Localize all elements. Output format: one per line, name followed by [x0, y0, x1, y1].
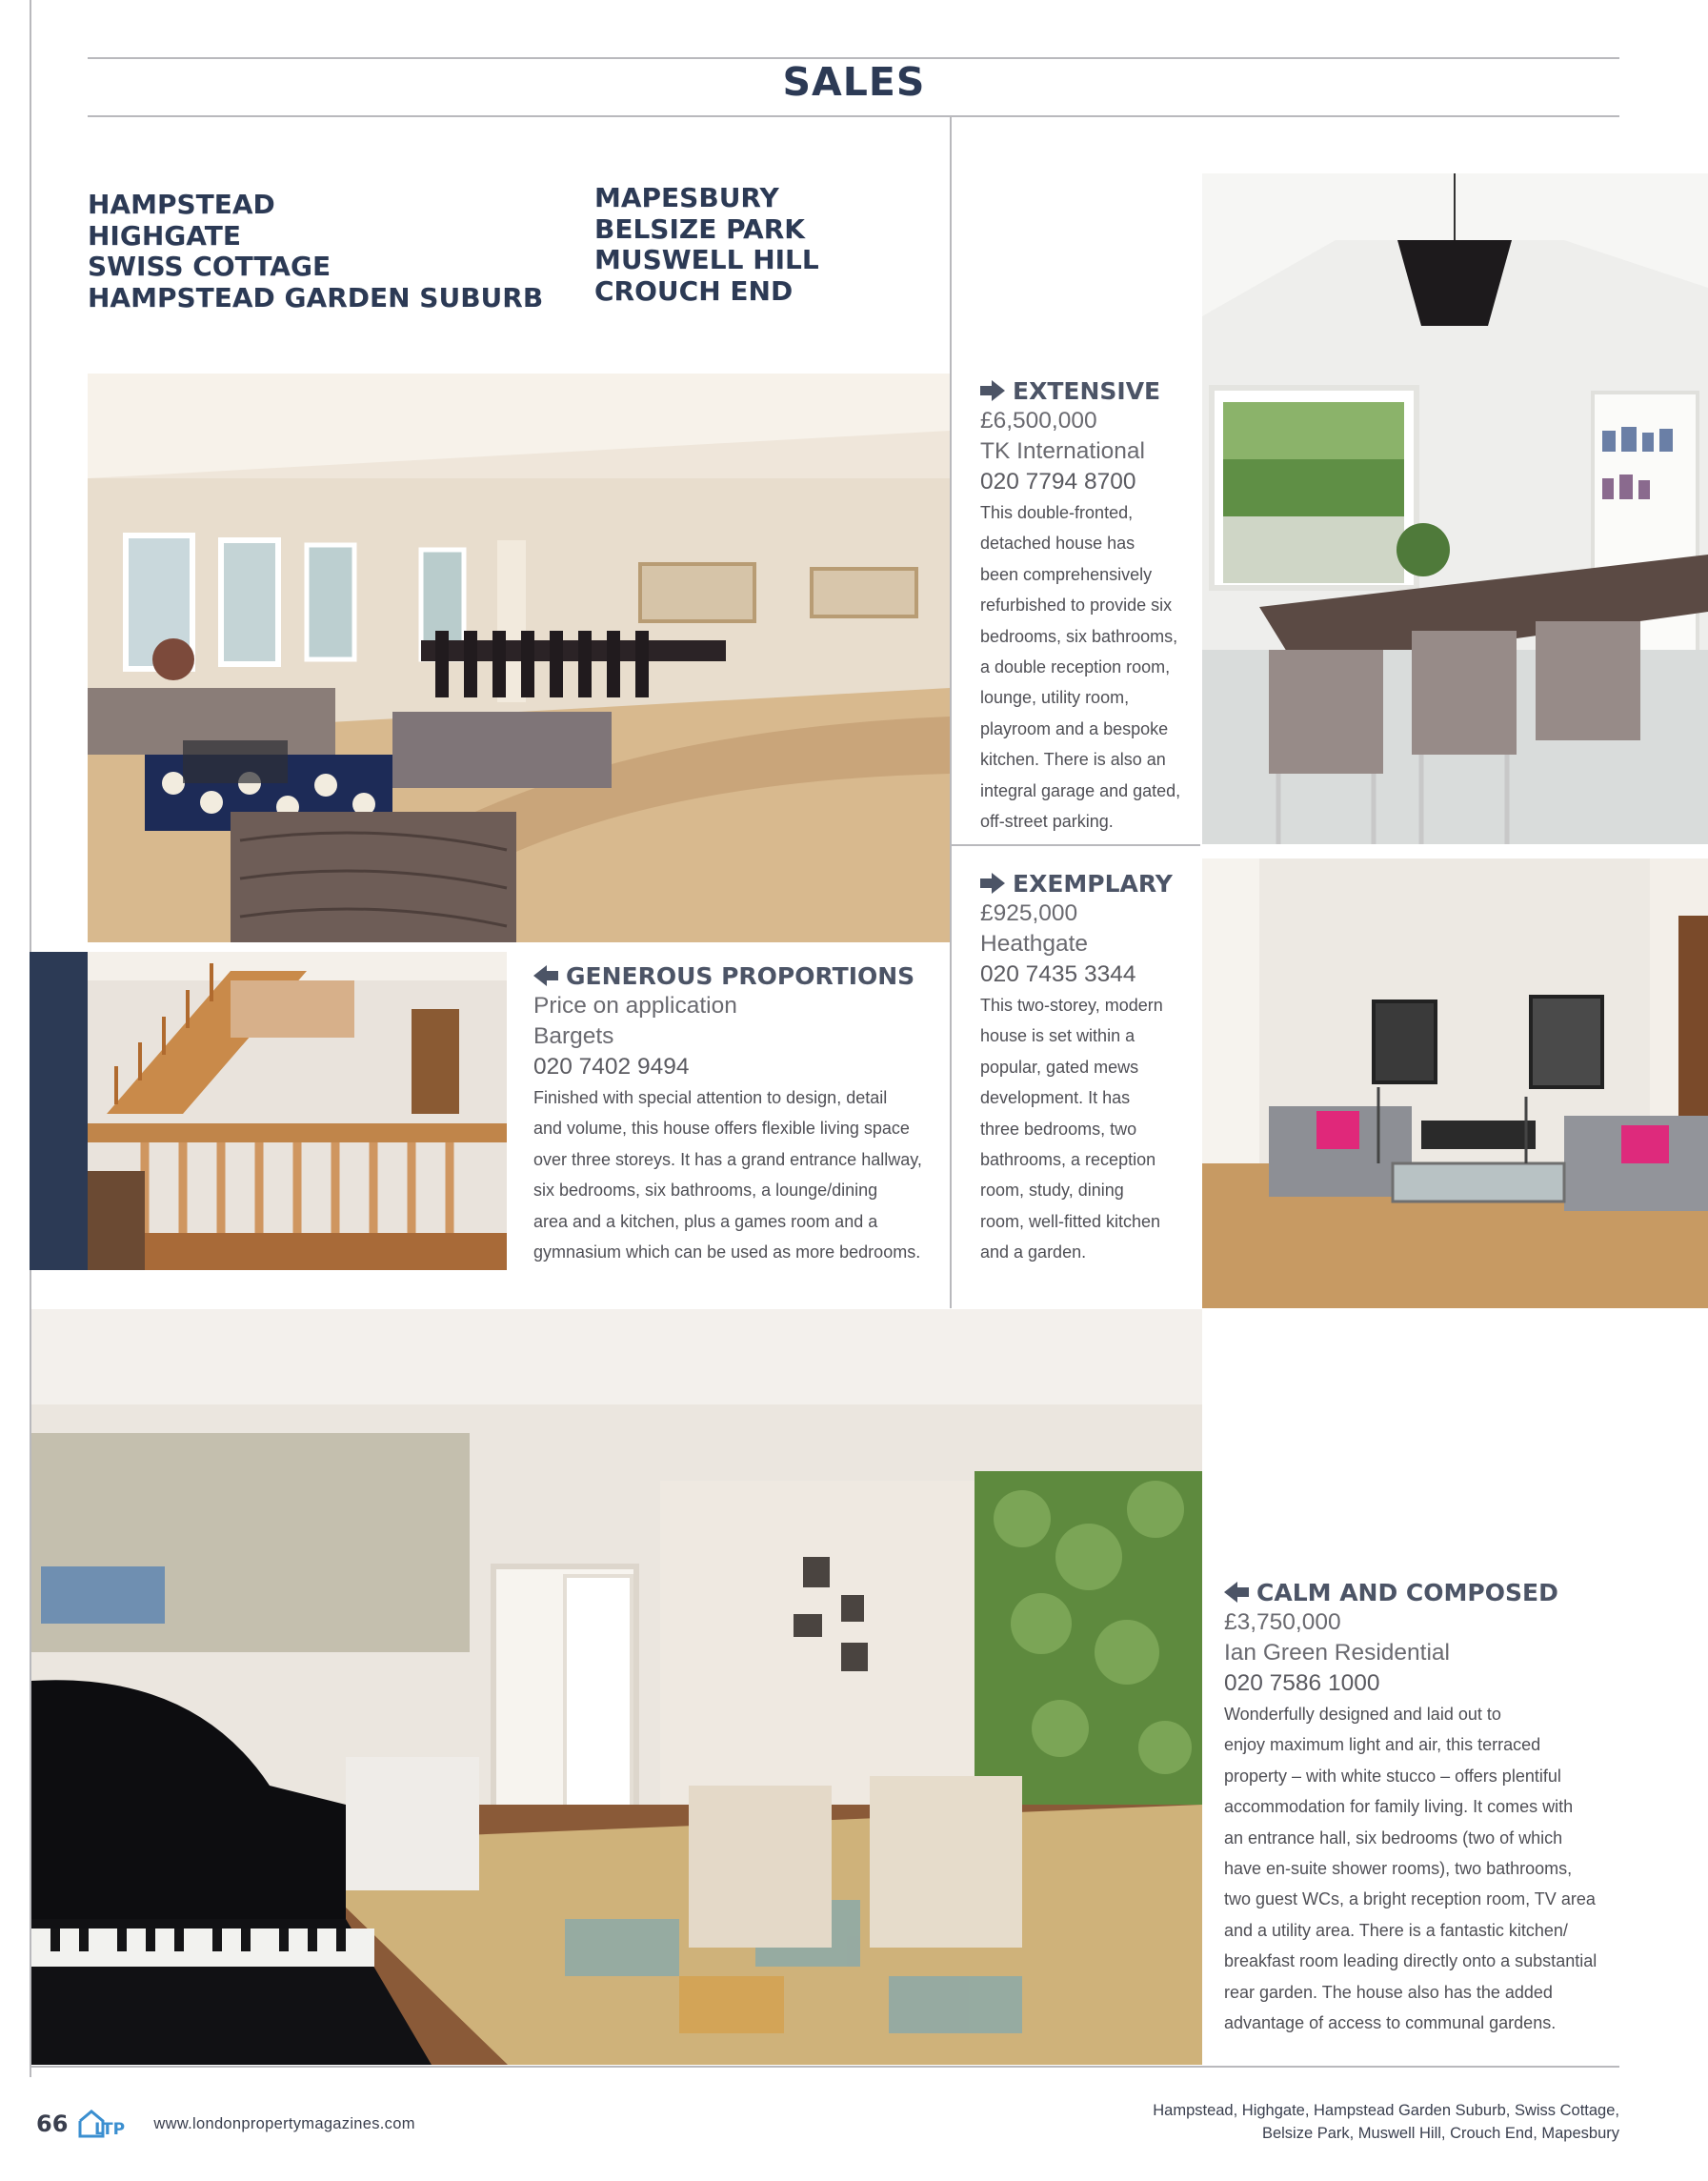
- listing-description: [980, 990, 1195, 1268]
- description-line: a double reception room,: [980, 657, 1171, 677]
- description-line: three bedrooms, two: [980, 1119, 1137, 1139]
- description-line: Finished with special attention to design, detail: [533, 1088, 888, 1107]
- area-item: SWISS COTTAGE: [88, 251, 332, 282]
- description-line: area and a kitchen, plus a games room and a: [533, 1211, 878, 1231]
- description-line: six bedrooms, six bathrooms, a lounge/dining: [533, 1181, 878, 1201]
- listing-heading-text: EXTENSIVE: [1013, 376, 1161, 405]
- right-arrow-icon: [980, 873, 1005, 894]
- description-line: breakfast room leading directly onto a substantial: [1224, 1951, 1597, 1971]
- description-line: been comprehensively: [980, 564, 1153, 584]
- description-line: room, study, dining: [980, 1181, 1124, 1201]
- footer-areas-line: Belsize Park, Muswell Hill, Crouch End, Mapesbury: [1261, 2125, 1619, 2142]
- listing-description: [1224, 1699, 1624, 2038]
- description-line: advantage of access to communal gardens.: [1224, 2013, 1557, 2033]
- listing-price: £925,000: [980, 900, 1078, 926]
- ltp-logo: [77, 2108, 144, 2140]
- description-line: refurbished to provide six: [980, 596, 1173, 616]
- footer-areas: [1153, 2099, 1619, 2145]
- description-line: Wonderfully designed and laid out to: [1224, 1705, 1501, 1724]
- footer-left: [36, 2108, 415, 2140]
- description-line: popular, gated mews: [980, 1057, 1139, 1077]
- listing-description: [533, 1082, 948, 1267]
- listing-phone: 020 7794 8700: [980, 469, 1136, 495]
- listing-phone: 020 7435 3344: [980, 961, 1136, 987]
- listing-price: Price on application: [533, 993, 737, 1019]
- logo-text: LTP: [94, 2120, 126, 2139]
- area-item: HAMPSTEAD GARDEN SUBURB: [88, 281, 544, 313]
- website-link[interactable]: www.londonpropertymagazines.com: [153, 2114, 415, 2132]
- area-item: CROUCH END: [594, 274, 794, 307]
- listing-agent: TK International: [980, 438, 1145, 464]
- description-line: gymnasium which can be used as more bedrooms.: [533, 1242, 921, 1262]
- description-line: property – with white stucco – offers plentiful: [1224, 1766, 1561, 1786]
- listing-calm-and-composed: [1224, 1577, 1624, 2038]
- house-logo-icon: [77, 2108, 144, 2140]
- listing-heading: [980, 375, 1195, 406]
- description-line: accommodation for family living. It comes with: [1224, 1797, 1574, 1817]
- listing-heading-text: GENEROUS PROPORTIONS: [566, 961, 915, 990]
- listing-heading-text: CALM AND COMPOSED: [1256, 1578, 1558, 1606]
- listing-exemplary: [980, 868, 1195, 1268]
- navy-accent-bar: [30, 952, 88, 1270]
- description-line: This two-storey, modern: [980, 996, 1163, 1015]
- description-line: an entrance hall, six bedrooms (two of which: [1224, 1828, 1563, 1848]
- description-line: over three storeys. It has a grand entrance hallway,: [533, 1149, 922, 1169]
- page-number: 66: [36, 2110, 69, 2137]
- description-line: and volume, this house offers flexible living space: [533, 1119, 910, 1139]
- listing-agent: Heathgate: [980, 931, 1089, 957]
- description-line: integral garage and gated,: [980, 780, 1181, 800]
- listing-heading: [1224, 1577, 1624, 1607]
- left-arrow-icon: [533, 965, 558, 986]
- area-list-left: [88, 190, 543, 313]
- footer-areas-line: Hampstead, Highgate, Hampstead Garden Suburb, Swiss Cottage,: [1153, 2102, 1619, 2119]
- piano-room-photo: [31, 1309, 1202, 2065]
- staircase-photo: [88, 952, 507, 1270]
- description-line: bathrooms, a reception: [980, 1150, 1156, 1170]
- description-line: playroom and a bespoke: [980, 718, 1169, 738]
- bottom-rule: [30, 2066, 1619, 2068]
- area-item: HIGHGATE: [88, 219, 241, 252]
- description-line: house is set within a: [980, 1026, 1135, 1046]
- column-divider: [950, 117, 952, 1308]
- description-line: lounge, utility room,: [980, 688, 1130, 708]
- description-line: and a utility area. There is a fantastic kitchen/: [1224, 1920, 1568, 1940]
- description-line: two guest WCs, a bright reception room, TV area: [1224, 1889, 1596, 1909]
- listing-phone: 020 7402 9494: [533, 1054, 690, 1080]
- listing-heading: [533, 960, 948, 991]
- area-list-right: [594, 183, 819, 307]
- listing-description: [980, 497, 1195, 837]
- description-line: kitchen. There is also an: [980, 750, 1166, 770]
- description-line: This double-fronted,: [980, 503, 1134, 522]
- listing-agent: Ian Green Residential: [1224, 1640, 1450, 1666]
- title-rule: [88, 115, 1619, 117]
- description-line: bedrooms, six bathrooms,: [980, 626, 1178, 646]
- area-item: HAMPSTEAD: [88, 189, 275, 220]
- listing-price: £3,750,000: [1224, 1609, 1341, 1635]
- description-line: enjoy maximum light and air, this terraced: [1224, 1735, 1541, 1755]
- listing-generous-proportions: [533, 960, 948, 1267]
- listing-heading: [980, 868, 1195, 899]
- description-line: rear garden. The house also has the added: [1224, 1982, 1553, 2002]
- listing-phone: 020 7586 1000: [1224, 1670, 1380, 1696]
- description-line: detached house has: [980, 534, 1135, 554]
- right-arrow-icon: [980, 380, 1005, 401]
- listing-agent: Bargets: [533, 1023, 614, 1049]
- left-arrow-icon: [1224, 1582, 1249, 1603]
- living-room-photo: [88, 374, 950, 942]
- listing-price: £6,500,000: [980, 408, 1097, 434]
- area-item: MAPESBURY: [594, 182, 779, 213]
- area-item: MUSWELL HILL: [594, 244, 819, 275]
- description-line: and a garden.: [980, 1242, 1087, 1262]
- listing-divider: [950, 844, 1200, 846]
- description-line: room, well-fitted kitchen: [980, 1211, 1161, 1231]
- section-title: SALES: [782, 59, 926, 105]
- description-line: have en-suite shower rooms), two bathrooms,: [1224, 1859, 1573, 1879]
- dining-room-photo: [1202, 173, 1708, 844]
- listing-extensive: [980, 375, 1195, 837]
- area-item: BELSIZE PARK: [594, 212, 805, 245]
- description-line: development. It has: [980, 1088, 1131, 1108]
- lounge-photo: [1202, 858, 1708, 1308]
- description-line: off-street parking.: [980, 812, 1114, 832]
- listing-heading-text: EXEMPLARY: [1013, 869, 1173, 898]
